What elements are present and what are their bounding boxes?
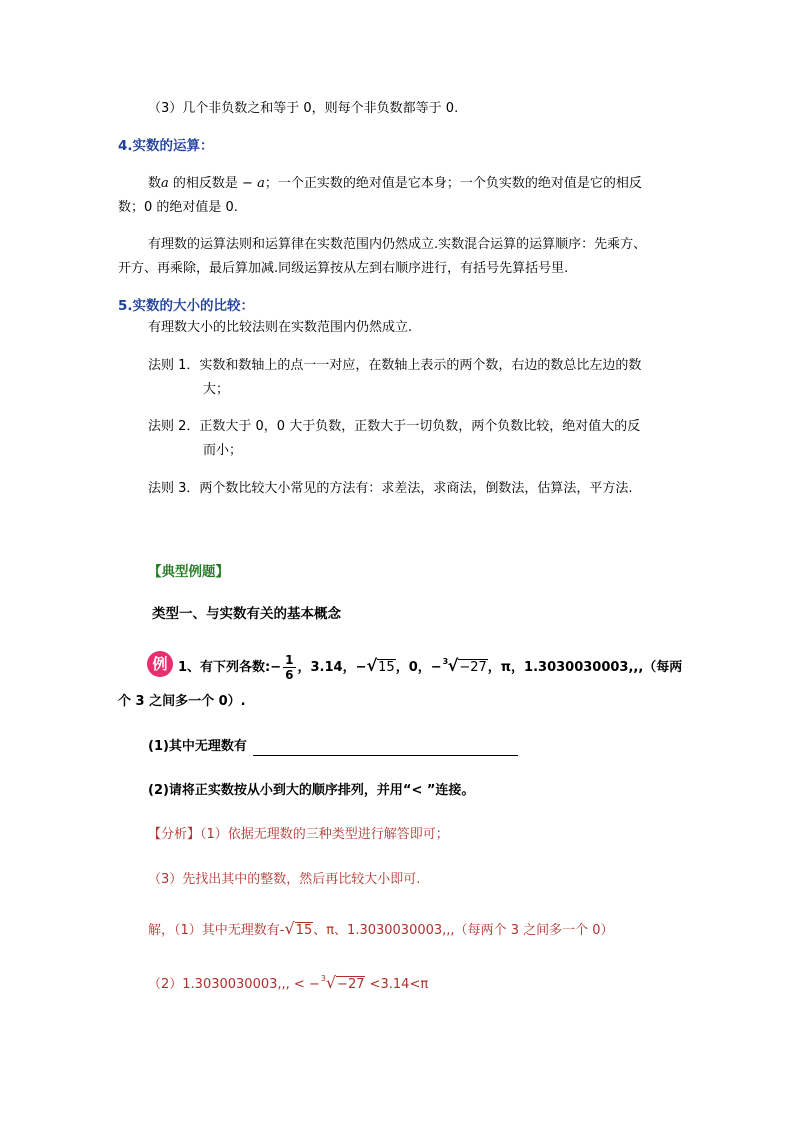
text-segment: （1）依据无理数的三种类型进行解答即可； — [200, 827, 449, 842]
radical-sign: √ — [366, 656, 378, 675]
solution-line1 — [148, 918, 614, 942]
radicand: 15 — [295, 923, 313, 938]
radical-sign: √ — [325, 973, 337, 992]
rule-3: 法则 3．两个数比较大小常见的方法有：求差法，求商法，倒数法，估算法，平方法. — [148, 481, 633, 496]
rule-2-line1: 法则 2．正数大于 0，0 大于负数，正数大于一切负数，两个负数比较，绝对值大的反 — [148, 419, 641, 434]
section-5-heading: 5.实数的大小的比较： — [118, 298, 255, 314]
typical-examples-heading: 【典型例题】 — [148, 564, 229, 580]
analysis-line2: （3）先找出其中的整数，然后再比较大小即可. — [148, 872, 421, 887]
part-1 — [148, 738, 518, 756]
text-segment: 、π、1.3030030003,,,（每两个 3 之间多一个 0） — [313, 923, 614, 938]
fraction-numerator: 1 — [285, 653, 294, 667]
text-segment: 数 — [148, 176, 162, 191]
fraction-one-sixth — [283, 653, 295, 682]
text-segment: 解，（1）其中无理数有- — [148, 923, 285, 938]
radical-sign: √ — [284, 919, 295, 938]
root-index: 3 — [320, 974, 326, 983]
radicand: −27 — [459, 660, 487, 675]
text-segment: ，0，− — [395, 660, 442, 675]
section-4-p2-line1: 有理数的运算法则和运算律在实数范围内仍然成立.实数混合运算的运算顺序：先乘方、 — [148, 237, 647, 252]
text-segment: 1、有下列各数:− — [178, 660, 282, 675]
analysis-label: 【分析】 — [148, 827, 201, 842]
variable-a: a — [161, 176, 169, 191]
radicand: −27 — [337, 977, 365, 992]
variable-a: a — [257, 176, 265, 191]
rule-2-line2: 而小； — [203, 443, 243, 458]
solution-line2 — [148, 972, 428, 996]
text-segment: <3.14<π — [365, 977, 429, 992]
text-segment: 的相反数是 − — [168, 176, 258, 191]
radical-sign: √ — [447, 656, 459, 675]
rule-1-line1: 法则 1．实数和数轴上的点一一对应，在数轴上表示的两个数，右边的数总比左边的数 — [148, 358, 642, 373]
nonnegative-rule-3: （3）几个非负数之和等于 0，则每个非负数都等于 0. — [148, 101, 459, 116]
part-1-text: (1)其中无理数有 — [148, 739, 247, 754]
part-2: (2)请将正实数按从小到大的顺序排列，并用“< ”连接。 — [148, 783, 475, 798]
text-segment: ，3.14，− — [297, 660, 367, 675]
section-5-intro: 有理数大小的比较法则在实数范围内仍然成立. — [148, 320, 413, 335]
radicand: 15 — [378, 660, 395, 675]
cbrt-neg27 — [320, 972, 366, 996]
text-segment: ，π，1.3030030003,,,（每两 — [487, 660, 683, 675]
sqrt-15 — [366, 652, 395, 682]
section-4-heading: 4.实数的运算： — [118, 138, 214, 154]
text-segment: ；一个正实数的绝对值是它本身；一个负实数的绝对值是它的相反 — [264, 176, 642, 191]
fraction-denominator: 6 — [285, 668, 294, 682]
type-1-heading: 类型一、与实数有关的基本概念 — [152, 606, 341, 622]
answer-blank[interactable] — [253, 741, 518, 756]
rule-1-line2: 大； — [203, 382, 230, 397]
analysis-line1 — [148, 826, 449, 844]
section-4-p1-line1 — [148, 175, 642, 193]
root-index: 3 — [442, 657, 449, 666]
text-segment: （2）1.3030030003,,, < − — [148, 977, 320, 992]
cbrt-neg27 — [442, 652, 488, 682]
question-line1 — [178, 652, 682, 682]
section-4-p1-line2: 数；0 的绝对值是 0. — [118, 200, 238, 215]
section-4-p2-line2: 开方、再乘除，最后算加减.同级运算按从左到右顺序进行，有括号先算括号里. — [118, 261, 569, 276]
example-badge: 例 — [147, 651, 173, 677]
sqrt-15 — [284, 918, 313, 942]
question-line2: 个 3 之间多一个 0）. — [118, 694, 246, 709]
